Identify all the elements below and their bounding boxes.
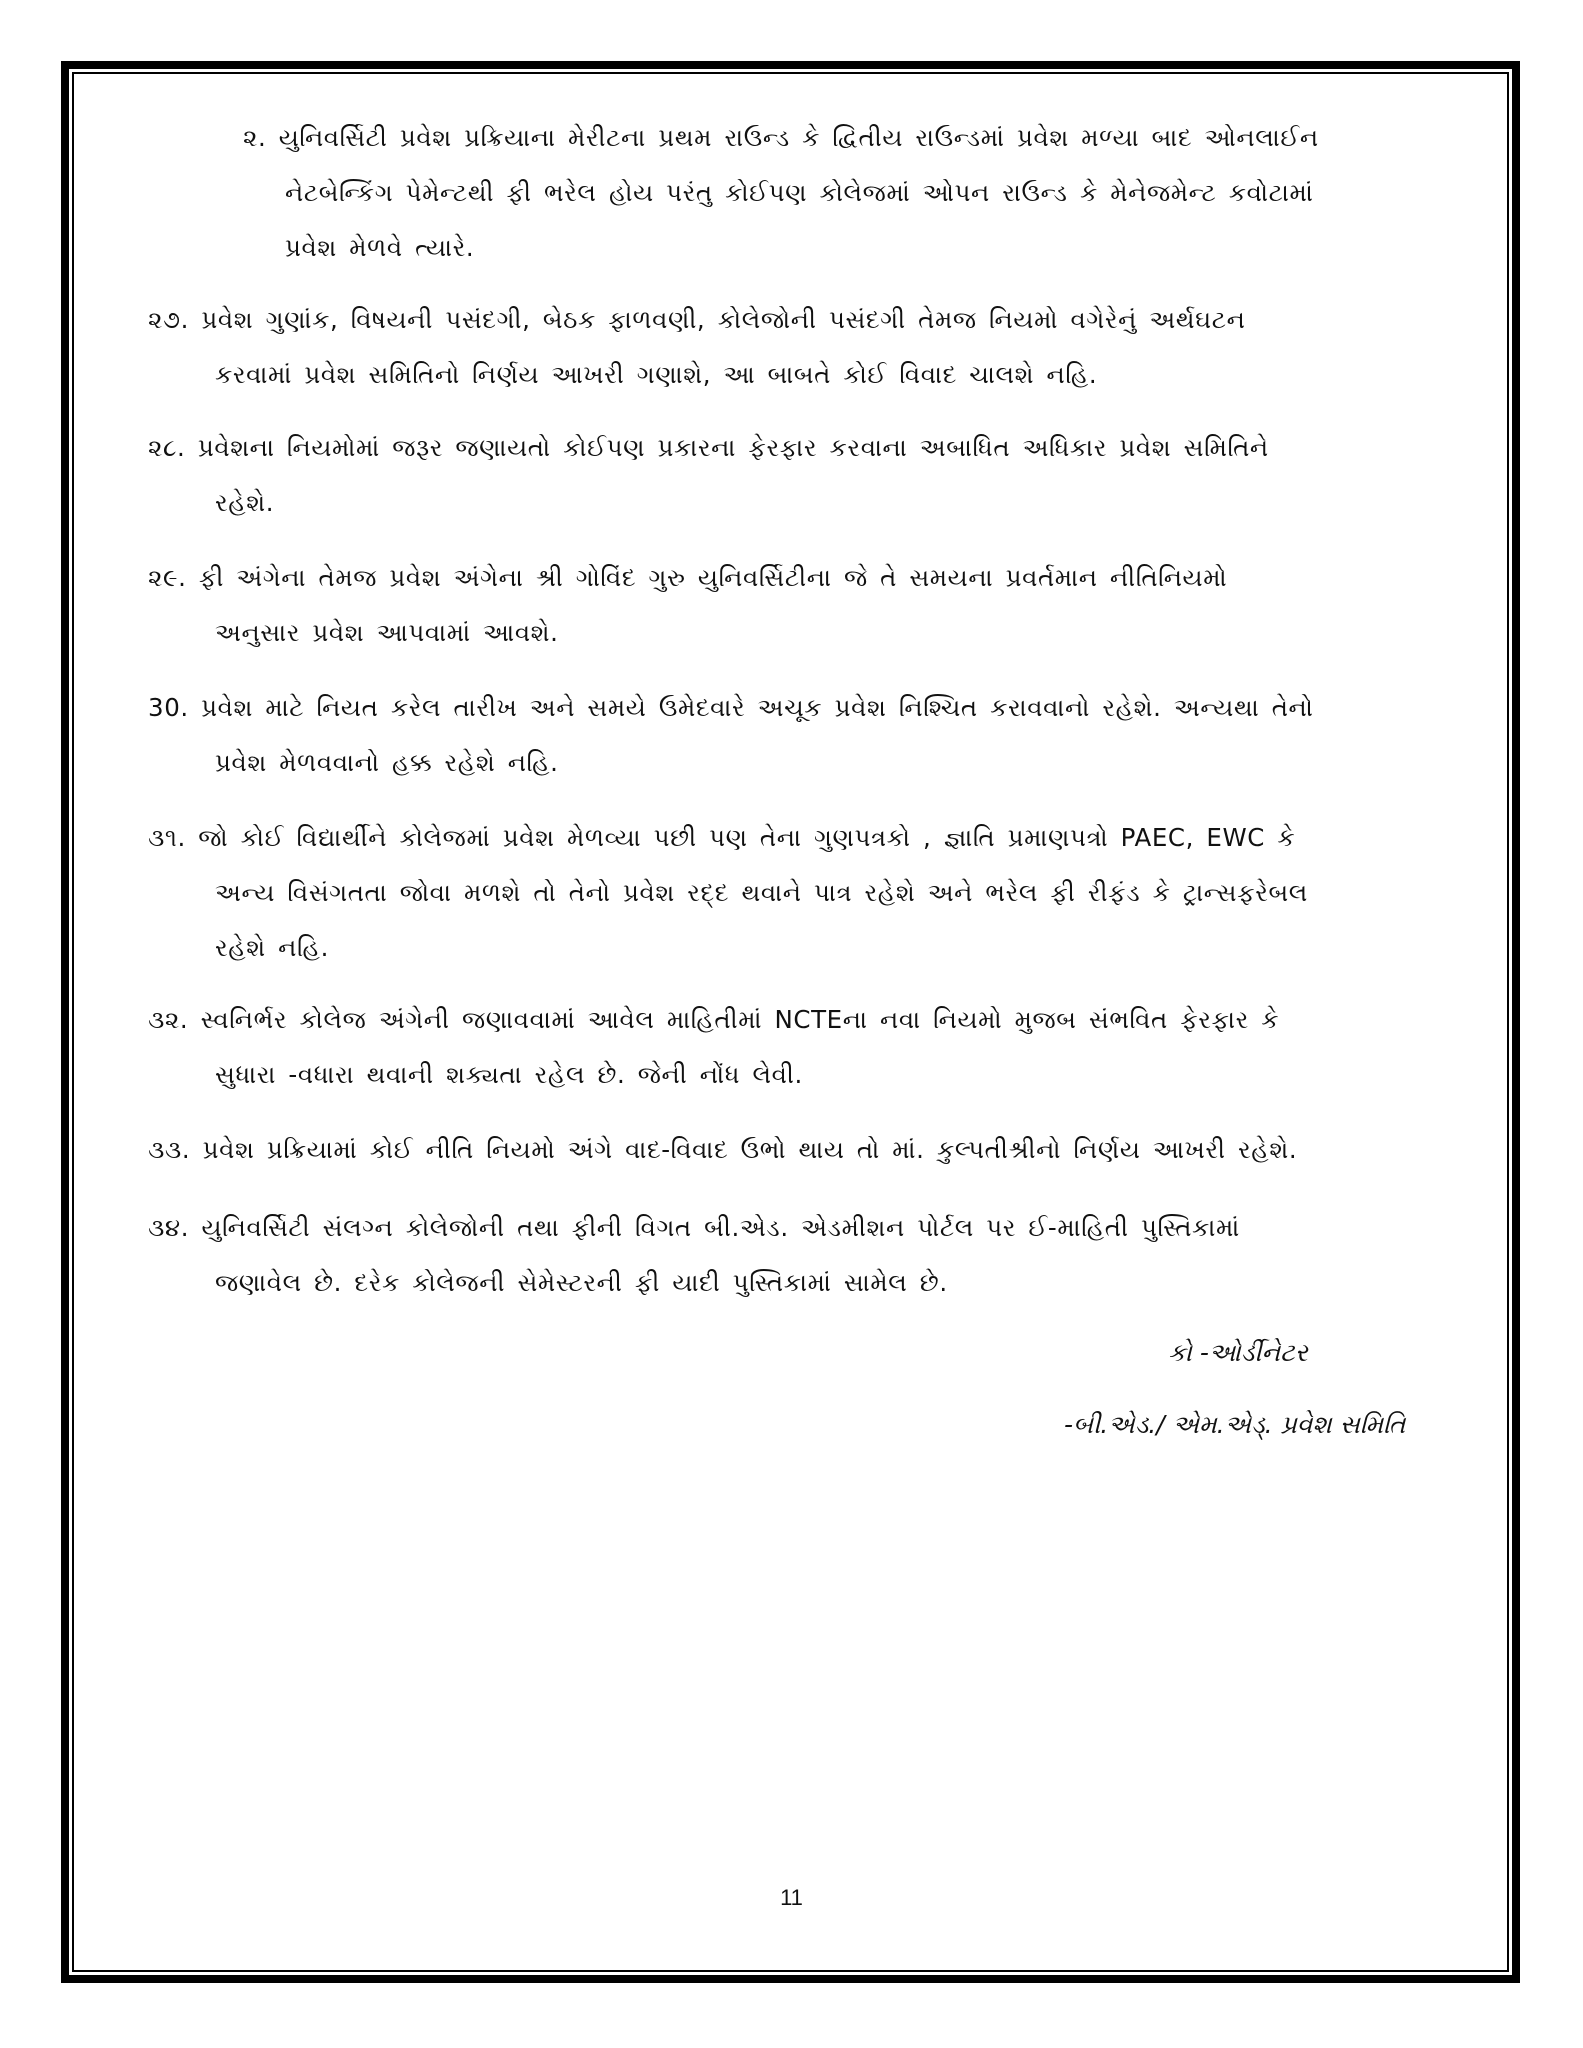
rule-text-line: જણાવેલ છે. દરેક કોલેજની સેમેસ્ટરની ફી યાદી પુસ્તિકામાં સામેલ છે. [215, 1268, 948, 1297]
rule-text-line: રહેશે. [215, 488, 275, 517]
rule-text-line: રહેશે નહિ. [215, 933, 329, 962]
rule-text-line: ૩૨. સ્વનિર્ભર કોલેજ અંગેની જણાવવામાં આવેલ માહિતીમાં NCTEના નવા નિયમો મુજબ સંભવિત ફેરફાર કે [148, 1005, 1280, 1034]
rule-item-31 [148, 810, 1438, 975]
rule-text-line: ૨૭. પ્રવેશ ગુણાંક, વિષયની પસંદગી, બેઠક ફાળવણી, કોલેજોની પસંદગી તેમજ નિયમો વગેરેનું અર્થઘટન [148, 305, 1246, 334]
rule-text-line: ૩૪. યુનિવર્સિટી સંલગ્ન કોલેજોની તથા ફીની વિગત બી.એડ. એડમીશન પોર્ટલ પર ઈ-માહિતી પુસ્તિકામાં [148, 1213, 1240, 1242]
rule-item-33 [148, 1122, 1438, 1177]
rule-item-34 [148, 1200, 1438, 1310]
rule-text-line: અન્ય વિસંગતતા જોવા મળશે તો તેનો પ્રવેશ રદ્દ થવાને પાત્ર રહેશે અને ભરેલ ફી રીફંડ કે ટ્રાન્સફરેબલ [215, 878, 1308, 907]
rule-text-line: ૩૧. જો કોઈ વિદ્યાર્થીને કોલેજમાં પ્રવેશ મેળવ્યા પછી પણ તેના ગુણપત્રકો , જ્ઞાતિ પ્રમાણપત્રો PAEC, EWC કે [148, 823, 1296, 852]
rule-item-32 [148, 992, 1438, 1102]
rule-text-line: કરવામાં પ્રવેશ સમિતિનો નિર્ણય આખરી ગણાશે, આ બાબતે કોઈ વિવાદ ચાલશે નહિ. [215, 360, 1098, 389]
rule-item-27 [148, 292, 1438, 402]
rule-text-line: અનુસાર પ્રવેશ આપવામાં આવશે. [215, 618, 559, 647]
rule-text-line: પ્રવેશ મેળવવાનો હક્ક રહેશે નહિ. [215, 748, 559, 777]
rule-item-30 [148, 680, 1438, 790]
rule-item-2 [243, 110, 1433, 275]
rule-item-29 [148, 550, 1438, 660]
signature-committee: -બી.એડ./ એમ.એડ્. પ્રવેશ સમિતિ [1064, 1410, 1406, 1439]
rule-text-line: સુધારા -વધારા થવાની શક્યતા રહેલ છે. જેની નોંધ લેવી. [215, 1060, 803, 1089]
page-number: 11 [780, 1885, 803, 1910]
rule-text-line: ૨૮. પ્રવેશના નિયમોમાં જરૂર જણાયતો કોઈપણ પ્રકારના ફેરફાર કરવાના અબાધિત અધિકાર પ્રવેશ સમિતિને [148, 433, 1269, 462]
rule-text-line: 30. પ્રવેશ માટે નિયત કરેલ તારીખ અને સમયે ઉમેદવારે અચૂક પ્રવેશ નિશ્ચિત કરાવવાનો રહેશે. અન્યથા તેનો [148, 693, 1314, 722]
rule-text-line: ૩૩. પ્રવેશ પ્રક્રિયામાં કોઈ નીતિ નિયમો અંગે વાદ-વિવાદ ઉભો થાય તો માં. કુલ્પતીશ્રીનો નિર્ણય આખરી રહેશે. [148, 1135, 1298, 1164]
rule-text-line: ૨૯. ફી અંગેના તેમજ પ્રવેશ અંગેના શ્રી ગોવિંદ ગુરુ યુનિવર્સિટીના જે તે સમયના પ્રવર્તમાન નીતિનિયમો [148, 563, 1228, 592]
rule-text-line: પ્રવેશ મેળવે ત્યારે. [285, 233, 475, 262]
rule-item-28 [148, 420, 1438, 530]
rule-text-line: ૨. યુનિવર્સિટી પ્રવેશ પ્રક્રિયાના મેરીટના પ્રથમ રાઉન્ડ કે દ્વિતીય રાઉન્ડમાં પ્રવેશ મળ્યા બાદ ઓનલાઈન [243, 123, 1319, 152]
rule-text-line: નેટબેન્કિંગ પેમેન્ટથી ફી ભરેલ હોય પરંતુ કોઈપણ કોલેજમાં ઓપન રાઉન્ડ કે મેનેજમેન્ટ કવોટામાં [285, 178, 1314, 207]
signature-title: કો -ઓર્ડીનેટર [1168, 1338, 1308, 1367]
